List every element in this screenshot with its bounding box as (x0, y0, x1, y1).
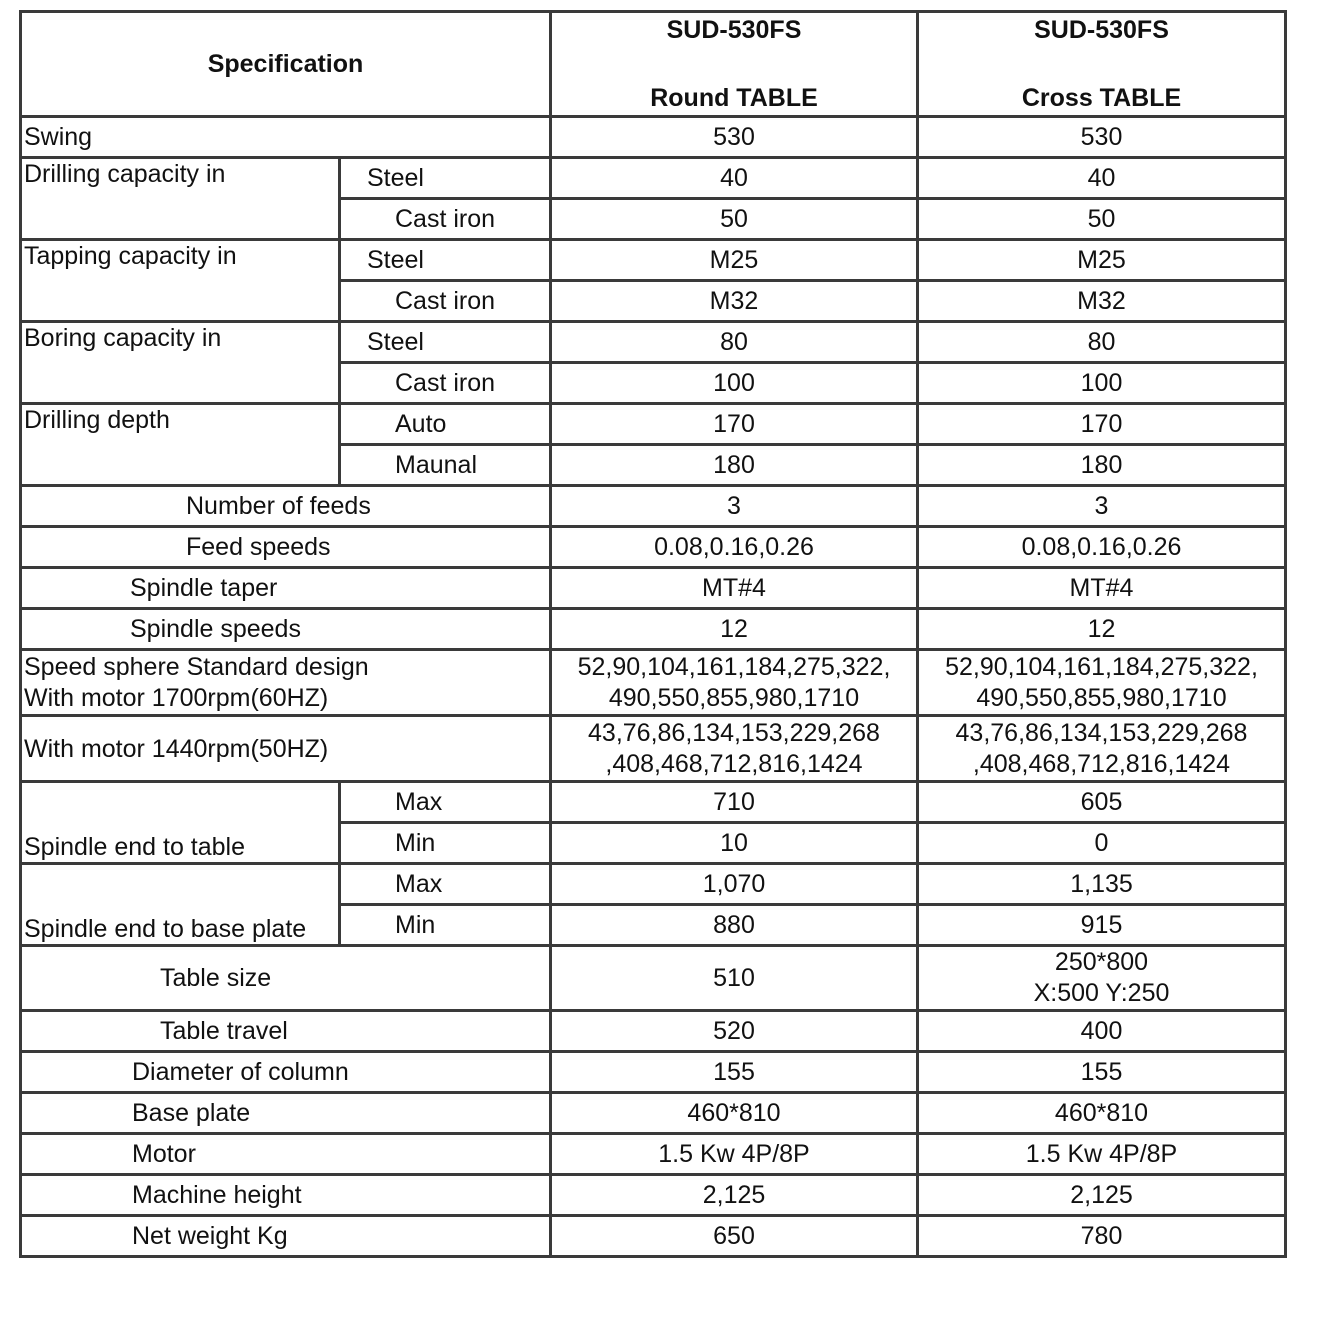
table-row (21, 716, 1286, 782)
cell-value: 80 (918, 322, 1286, 363)
col2-model: SUD-530FS (1034, 16, 1169, 44)
row-label: With motor 1440rpm(50HZ) (21, 716, 551, 782)
table-row (21, 946, 1286, 1011)
cell-value: 780 (918, 1216, 1286, 1257)
cell-value (918, 716, 1286, 782)
row-label: Spindle end to table (21, 782, 340, 864)
sub-label: Min (340, 905, 551, 946)
row-label-line: With motor 1700rpm(60HZ) (24, 683, 329, 712)
cell-value: 80 (551, 322, 918, 363)
row-label: Base plate (21, 1093, 551, 1134)
cell-value-line: 43,76,86,134,153,229,268 (588, 718, 880, 747)
cell-value: 915 (918, 905, 1286, 946)
col1-header (551, 12, 918, 117)
cell-value: 12 (551, 609, 918, 650)
cell-value: 400 (918, 1011, 1286, 1052)
table-row (21, 609, 1286, 650)
cell-value (918, 946, 1286, 1011)
cell-value: 3 (551, 486, 918, 527)
cell-value: 100 (918, 363, 1286, 404)
cell-value: 1.5 Kw 4P/8P (551, 1134, 918, 1175)
header-row (21, 12, 1286, 117)
cell-value-line: ,408,468,712,816,1424 (605, 749, 863, 778)
cell-value-line: 52,90,104,161,184,275,322, (577, 652, 891, 681)
table-row (21, 322, 1286, 363)
cell-value-line: X:500 Y:250 (1033, 979, 1170, 1007)
table-row (21, 1134, 1286, 1175)
cell-value: 50 (918, 199, 1286, 240)
cell-value: 40 (918, 158, 1286, 199)
col1-spacer (554, 47, 914, 81)
col1-table-type: Round TABLE (650, 84, 818, 112)
row-label: Swing (21, 117, 551, 158)
cell-value-line: 250*800 (1054, 948, 1149, 976)
table-row (21, 527, 1286, 568)
table-row (21, 650, 1286, 716)
sub-label: Auto (340, 404, 551, 445)
table-row (21, 1175, 1286, 1216)
cell-value: 0.08,0.16,0.26 (551, 527, 918, 568)
cell-value: MT#4 (918, 568, 1286, 609)
cell-value-line: ,408,468,712,816,1424 (972, 749, 1231, 778)
cell-value: 880 (551, 905, 918, 946)
sub-label: Cast iron (340, 199, 551, 240)
cell-value: 530 (918, 117, 1286, 158)
sub-label: Steel (340, 240, 551, 281)
cell-value: 155 (551, 1052, 918, 1093)
col1-model: SUD-530FS (666, 16, 802, 44)
cell-value: 2,125 (551, 1175, 918, 1216)
sub-label: Steel (340, 158, 551, 199)
cell-value-line: 52,90,104,161,184,275,322, (945, 652, 1258, 681)
cell-value: 170 (551, 404, 918, 445)
row-label: Table travel (21, 1011, 551, 1052)
row-label-line: Speed sphere Standard design (24, 652, 369, 681)
cell-value: 1,070 (551, 864, 918, 905)
cell-value: 12 (918, 609, 1286, 650)
row-label: Spindle speeds (21, 609, 551, 650)
row-label: Motor (21, 1134, 551, 1175)
cell-value: 170 (918, 404, 1286, 445)
row-label: Number of feeds (21, 486, 551, 527)
cell-value: 650 (551, 1216, 918, 1257)
row-label: Feed speeds (21, 527, 551, 568)
cell-value: 155 (918, 1052, 1286, 1093)
sub-label: Min (340, 823, 551, 864)
cell-value: 510 (551, 946, 918, 1011)
row-label: Tapping capacity in (21, 240, 340, 322)
cell-value (551, 716, 918, 782)
cell-value: M25 (918, 240, 1286, 281)
cell-value: 100 (551, 363, 918, 404)
cell-value-line: 43,76,86,134,153,229,268 (955, 718, 1248, 747)
cell-value: 3 (918, 486, 1286, 527)
col2-table-type: Cross TABLE (1021, 84, 1182, 112)
table-row (21, 1052, 1286, 1093)
cell-value: 605 (918, 782, 1286, 823)
cell-value (918, 650, 1286, 716)
table-row (21, 864, 1286, 905)
cell-value: 1,135 (918, 864, 1286, 905)
table-row (21, 158, 1286, 199)
row-label: Drilling depth (21, 404, 340, 486)
cell-value: 520 (551, 1011, 918, 1052)
table-row (21, 1093, 1286, 1134)
table-row (21, 240, 1286, 281)
row-label (21, 650, 551, 716)
table-row (21, 486, 1286, 527)
cell-value: 710 (551, 782, 918, 823)
cell-value: 10 (551, 823, 918, 864)
spec-header: Specification (21, 12, 551, 117)
sub-label: Maunal (340, 445, 551, 486)
sub-label: Max (340, 782, 551, 823)
sub-label: Steel (340, 322, 551, 363)
cell-value: 180 (918, 445, 1286, 486)
row-label: Spindle end to base plate (21, 864, 340, 946)
row-label: Net weight Kg (21, 1216, 551, 1257)
row-label: Boring capacity in (21, 322, 340, 404)
table-row (21, 117, 1286, 158)
table-row (21, 568, 1286, 609)
sub-label: Cast iron (340, 281, 551, 322)
cell-value (551, 650, 918, 716)
cell-value: M32 (551, 281, 918, 322)
cell-value: 0 (918, 823, 1286, 864)
row-label: Drilling capacity in (21, 158, 340, 240)
cell-value: M25 (551, 240, 918, 281)
sub-label: Max (340, 864, 551, 905)
row-label: Spindle taper (21, 568, 551, 609)
cell-value-line: 490,550,855,980,1710 (976, 683, 1227, 712)
cell-value: 40 (551, 158, 918, 199)
row-label: Machine height (21, 1175, 551, 1216)
cell-value: 460*810 (551, 1093, 918, 1134)
cell-value: M32 (918, 281, 1286, 322)
cell-value: 1.5 Kw 4P/8P (918, 1134, 1286, 1175)
col2-header (918, 12, 1286, 117)
cell-value: 50 (551, 199, 918, 240)
cell-value-line: 490,550,855,980,1710 (608, 683, 860, 712)
cell-value: MT#4 (551, 568, 918, 609)
spec-table (19, 10, 1287, 1258)
cell-value: 180 (551, 445, 918, 486)
row-label: Diameter of column (21, 1052, 551, 1093)
cell-value: 460*810 (918, 1093, 1286, 1134)
cell-value: 530 (551, 117, 918, 158)
table-row (21, 1216, 1286, 1257)
cell-value: 0.08,0.16,0.26 (918, 527, 1286, 568)
cell-value: 2,125 (918, 1175, 1286, 1216)
sub-label: Cast iron (340, 363, 551, 404)
col2-spacer (921, 47, 1282, 81)
row-label: Table size (21, 946, 551, 1011)
table-row (21, 404, 1286, 445)
table-row (21, 1011, 1286, 1052)
table-row (21, 782, 1286, 823)
